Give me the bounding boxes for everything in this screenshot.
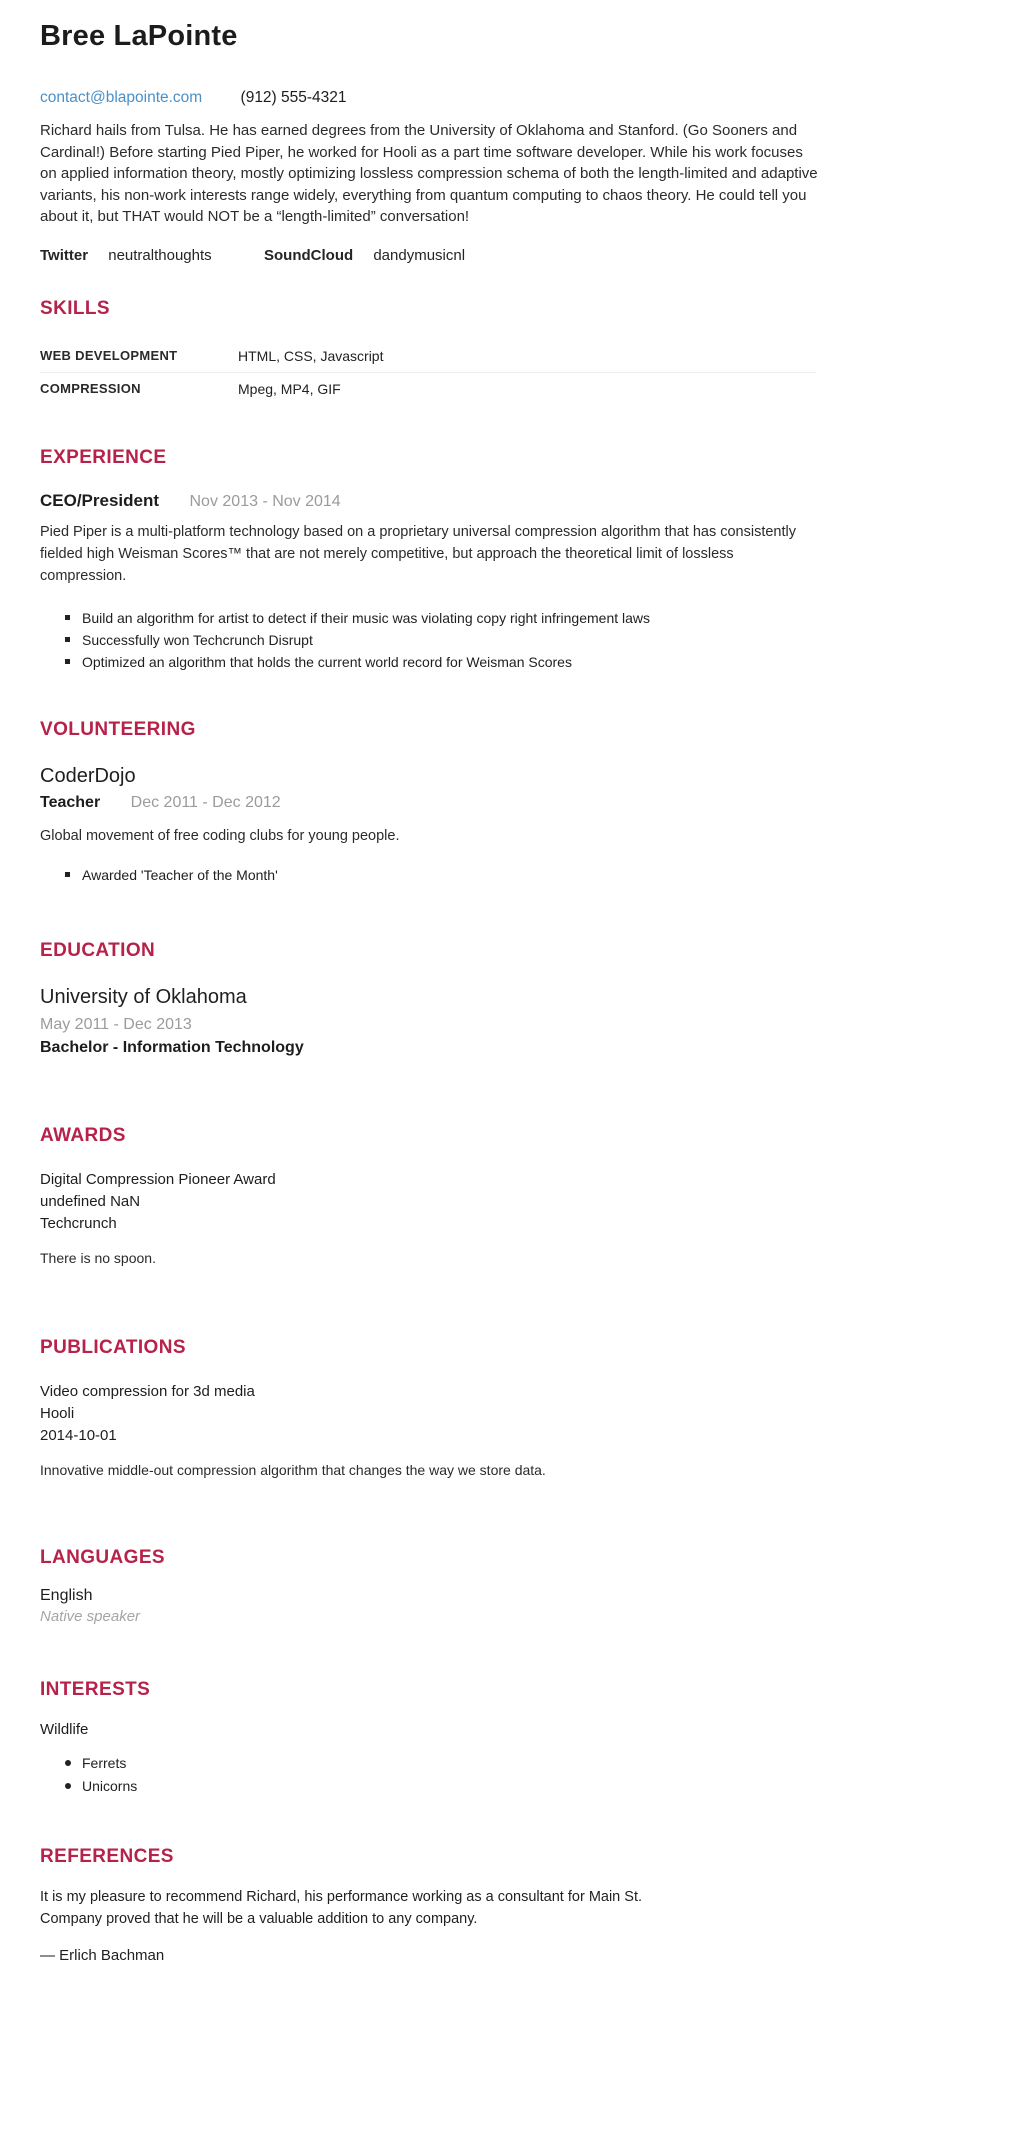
skill-keywords: Mpeg, MP4, GIF (238, 380, 341, 397)
publications-section-title: PUBLICATIONS (40, 1336, 186, 1358)
job-dates: Nov 2013 - Nov 2014 (189, 492, 341, 510)
highlight-item: Awarded 'Teacher of the Month' (65, 864, 820, 886)
twitter-network-label: Twitter (40, 246, 89, 264)
resume-header (40, 20, 820, 264)
volunteer-role-row (40, 794, 820, 812)
social-profiles-row (40, 247, 820, 264)
publication-name: Video compression for 3d media (40, 1382, 255, 1400)
language-name: English (40, 1586, 93, 1604)
languages-section (40, 1547, 820, 1625)
resume-page (40, 20, 820, 1964)
publication-date: 2014-10-01 (40, 1426, 117, 1444)
publication-publisher: Hooli (40, 1404, 75, 1422)
language-fluency: Native speaker (40, 1607, 141, 1625)
volunteer-summary: Global movement of free coding clubs for young people. (40, 827, 400, 844)
skills-section-title: SKILLS (40, 297, 110, 319)
interest-keyword: Unicorns (65, 1775, 820, 1798)
skill-row (40, 373, 816, 405)
highlight-item: Successfully won Techcrunch Disrupt (65, 629, 820, 651)
volunteer-organization: CoderDojo (40, 764, 136, 787)
contact-row (40, 89, 820, 107)
publications-section (40, 1337, 820, 1481)
award-title: Digital Compression Pioneer Award (40, 1170, 276, 1188)
skill-row (40, 340, 816, 373)
highlight-item: Optimized an algorithm that holds the current world record for Weisman Scores (65, 651, 820, 673)
job-summary: Pied Piper is a multi-platform technology based on a proprietary universal compression algorithm that has consistently fielded high Weisman Scores™ that are not merely competitive, but approach the theoretical limit of lossless compression. (40, 523, 796, 584)
highlight-item: Build an algorithm for artist to detect if their music was violating copy right infringement laws (65, 607, 820, 629)
education-degree: Bachelor - Information Technology (40, 1038, 304, 1056)
interest-keyword: Ferrets (65, 1752, 820, 1775)
summary-paragraph: Richard hails from Tulsa. He has earned degrees from the University of Oklahoma and Stanford. (Go Sooners and Cardinal!) Before starting Pied Piper, he worked for Hooli as a part time software developer. While his work focuses on applied information theory, mostly optimizing lossless compression schema of both the length-limited and adaptive variants, his non-work interests range widely, everything from quantum computing to chaos theory. He could tell you about it, but THAT would NOT be a “length-limited” conversation! (40, 122, 818, 225)
reference-author: — Erlich Bachman (40, 1946, 165, 1964)
award-details (40, 1169, 820, 1235)
education-section (40, 940, 820, 1057)
award-date: undefined NaN (40, 1192, 141, 1210)
award-summary: There is no spoon. (40, 1249, 156, 1266)
references-section (40, 1846, 820, 1964)
experience-section-title: EXPERIENCE (40, 446, 167, 468)
award-awarder: Techcrunch (40, 1214, 117, 1232)
education-dates: May 2011 - Dec 2013 (40, 1015, 192, 1033)
skill-name: COMPRESSION (40, 381, 141, 396)
education-section-title: EDUCATION (40, 939, 156, 961)
skill-name: WEB DEVELOPMENT (40, 348, 178, 363)
education-institution: University of Oklahoma (40, 985, 247, 1008)
interests-section-title: INTERESTS (40, 1678, 151, 1700)
reference-text: It is my pleasure to recommend Richard, his performance working as a consultant for Main St. Company proved that he will be a valuable addition to any company. (40, 1888, 643, 1927)
skill-keywords: HTML, CSS, Javascript (238, 347, 384, 364)
interest-keywords-list (65, 1752, 820, 1798)
candidate-name: Bree LaPointe (40, 20, 238, 52)
experience-section (40, 447, 820, 673)
skills-section (40, 298, 820, 405)
twitter-username: neutralthoughts (108, 246, 212, 264)
volunteer-dates: Dec 2011 - Dec 2012 (130, 793, 281, 811)
languages-section-title: LANGUAGES (40, 1546, 165, 1568)
publication-summary: Innovative middle-out compression algorithm that changes the way we store data. (40, 1461, 546, 1478)
volunteering-section (40, 719, 820, 886)
awards-section-title: AWARDS (40, 1124, 126, 1146)
awards-section (40, 1125, 820, 1269)
publication-details (40, 1381, 820, 1447)
job-header (40, 491, 820, 511)
references-section-title: REFERENCES (40, 1845, 174, 1867)
volunteer-highlights-list (65, 864, 820, 886)
soundcloud-username-link[interactable]: dandymusicnl (373, 246, 466, 264)
job-position: CEO/President (40, 490, 160, 510)
email-link[interactable]: contact@blapointe.com (40, 89, 203, 106)
volunteer-position: Teacher (40, 793, 101, 811)
job-highlights-list (65, 607, 820, 673)
phone-number: (912) 555-4321 (240, 89, 347, 106)
interests-section (40, 1679, 820, 1798)
skills-table (40, 340, 816, 405)
volunteering-section-title: VOLUNTEERING (40, 718, 196, 740)
interest-name: Wildlife (40, 1720, 89, 1738)
soundcloud-network-label: SoundCloud (264, 246, 354, 264)
